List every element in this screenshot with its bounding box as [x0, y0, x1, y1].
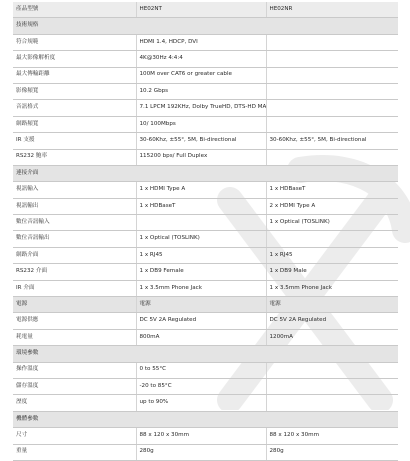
value-a: DC 5V 2A Regulated	[136, 313, 266, 329]
table-row	[13, 231, 398, 247]
value-b: 1200mA	[266, 329, 398, 345]
value-b	[266, 395, 398, 411]
value-b: 1 x Optical (TOSLINK)	[266, 215, 398, 231]
value-a: 10/ 100Mbps	[136, 116, 266, 132]
table-row	[13, 198, 398, 214]
row-label: 重量	[13, 444, 136, 460]
value-b: 1 x HDBaseT	[266, 182, 398, 198]
row-label: IR 支援	[13, 133, 136, 149]
section-title: 環境參數	[13, 346, 398, 362]
value-a: 88 x 120 x 30mm	[136, 428, 266, 444]
table-row	[13, 428, 398, 444]
value-b	[266, 378, 398, 394]
table-row	[13, 313, 398, 329]
row-label: 最大影像解析度	[13, 51, 136, 67]
table-row	[13, 133, 398, 149]
value-a: up to 90%	[136, 395, 266, 411]
value-b: 1 x 3.5mm Phone Jack	[266, 280, 398, 296]
value-b	[266, 362, 398, 378]
table-row	[13, 329, 398, 345]
value-a: 1 x DB9 Female	[136, 264, 266, 280]
model-label: 產品型號	[13, 2, 136, 18]
table-row	[13, 247, 398, 263]
table-row	[13, 67, 398, 83]
row-label: 最大傳輸距離	[13, 67, 136, 83]
row-label: 視訊輸出	[13, 198, 136, 214]
value-b: 1 x RJ45	[266, 247, 398, 263]
row-label: 網路介面	[13, 247, 136, 263]
value-b: 88 x 120 x 30mm	[266, 428, 398, 444]
value-a: 800mA	[136, 329, 266, 345]
value-b: 30-60Khz, ±55°, 5M, Bi-directional	[266, 133, 398, 149]
row-label: 音訊格式	[13, 100, 136, 116]
table-row	[13, 149, 398, 165]
value-b	[266, 100, 398, 116]
value-a	[136, 215, 266, 231]
table-row	[13, 100, 398, 116]
row-label: 符合規範	[13, 34, 136, 50]
row-label: RS232 介面	[13, 264, 136, 280]
section-title: 電源	[13, 297, 136, 313]
value-a: 1 x HDMI Type A	[136, 182, 266, 198]
value-a: 4K@30Hz 4:4:4	[136, 51, 266, 67]
row-label: 數位音訊輸入	[13, 215, 136, 231]
row-label: 影像頻寬	[13, 83, 136, 99]
value-a: 115200 bps/ Full Duplex	[136, 149, 266, 165]
row-label: 網路頻寬	[13, 116, 136, 132]
model-a: HE02NT	[136, 2, 266, 18]
section-title: 機體參數	[13, 411, 398, 427]
value-b: 1 x DB9 Male	[266, 264, 398, 280]
table-row	[13, 51, 398, 67]
section-tech	[13, 18, 398, 34]
row-label: IR 介面	[13, 280, 136, 296]
value-b	[266, 67, 398, 83]
table-row	[13, 378, 398, 394]
value-b: 2 x HDMI Type A	[266, 198, 398, 214]
section-title-b: 電源	[266, 297, 398, 313]
value-a: 1 x Optical (TOSLINK)	[136, 231, 266, 247]
model-b: HE02NR	[266, 2, 398, 18]
value-a: HDMI 1.4, HDCP, DVI	[136, 34, 266, 50]
value-a: 10.2 Gbps	[136, 83, 266, 99]
spec-table	[13, 2, 398, 461]
value-b	[266, 231, 398, 247]
table-row	[13, 34, 398, 50]
value-b	[266, 83, 398, 99]
value-a: -20 to 85°C	[136, 378, 266, 394]
row-label: 數位音訊輸出	[13, 231, 136, 247]
row-label: 操作溫度	[13, 362, 136, 378]
value-b: DC 5V 2A Regulated	[266, 313, 398, 329]
table-row	[13, 116, 398, 132]
section-mech	[13, 411, 398, 427]
row-label: 儲存溫度	[13, 378, 136, 394]
value-b	[266, 149, 398, 165]
row-label: 溼度	[13, 395, 136, 411]
value-a: 1 x 3.5mm Phone Jack	[136, 280, 266, 296]
row-label: 電源供應	[13, 313, 136, 329]
row-label: 尺寸	[13, 428, 136, 444]
table-row	[13, 264, 398, 280]
section-ports	[13, 165, 398, 181]
section-env	[13, 346, 398, 362]
table-row	[13, 215, 398, 231]
row-label: 視訊輸入	[13, 182, 136, 198]
section-title-a: 電源	[136, 297, 266, 313]
table-row	[13, 444, 398, 460]
section-title: 技術規格	[13, 18, 398, 34]
value-a: 1 x RJ45	[136, 247, 266, 263]
table-row	[13, 280, 398, 296]
table-row	[13, 362, 398, 378]
value-a: 280g	[136, 444, 266, 460]
table-row	[13, 182, 398, 198]
value-b	[266, 51, 398, 67]
value-a: 30-60Khz, ±55°, 5M, Bi-directional	[136, 133, 266, 149]
table-row	[13, 83, 398, 99]
value-b	[266, 34, 398, 50]
value-a: 100M over CAT6 or greater cable	[136, 67, 266, 83]
value-a: 1 x HDBaseT	[136, 198, 266, 214]
row-label: RS232 鮑率	[13, 149, 136, 165]
table-header-row	[13, 2, 398, 18]
value-a: 7.1 LPCM 192KHz, Dolby TrueHD, DTS-HD MA	[136, 100, 266, 116]
value-b: 280g	[266, 444, 398, 460]
section-power	[13, 297, 398, 313]
section-title: 連接介面	[13, 165, 398, 181]
value-a: 0 to 55°C	[136, 362, 266, 378]
value-b	[266, 116, 398, 132]
table-row	[13, 395, 398, 411]
row-label: 耗電量	[13, 329, 136, 345]
